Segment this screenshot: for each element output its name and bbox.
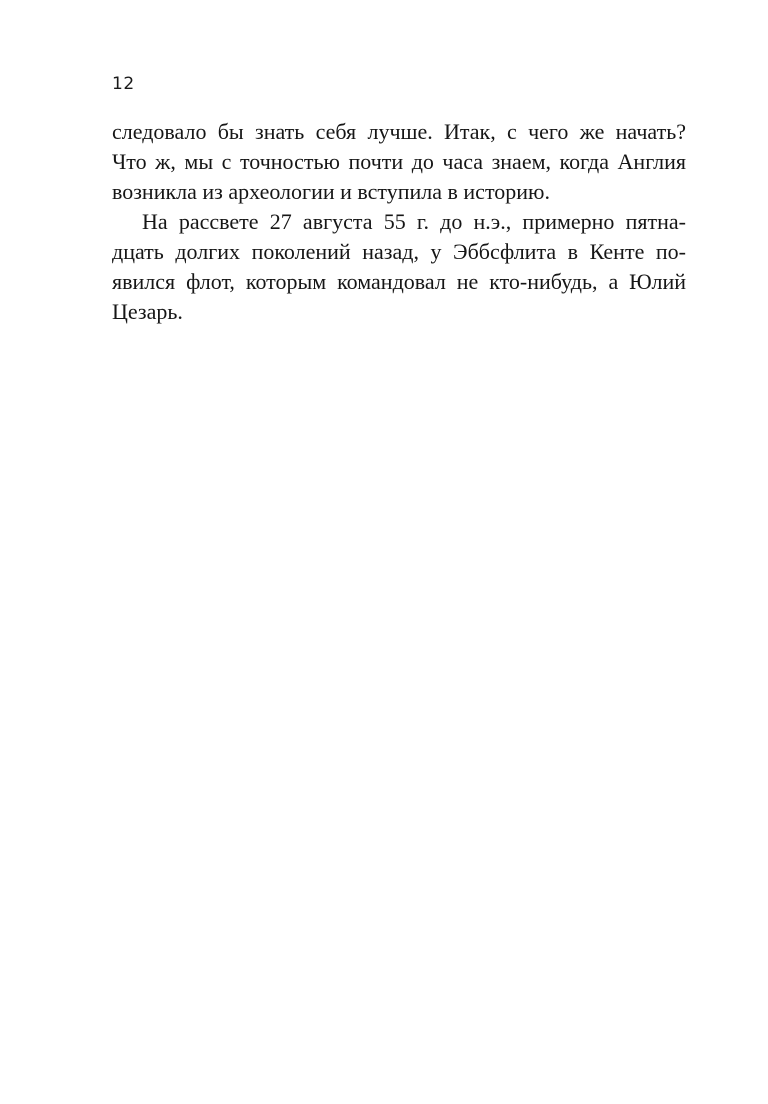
text-line: возникла из археологии и вступила в историю.: [112, 179, 550, 204]
text-line: Что ж, мы с точностью почти до часа знаем, когда Англия: [112, 149, 686, 174]
text-line: На рассвете 27 августа 55 г. до н.э., примерно пятна-: [142, 209, 686, 234]
text-line: Цезарь.: [112, 299, 183, 324]
text-line: следовало бы знать себя лучше. Итак, с чего же начать?: [112, 119, 686, 144]
text-line: явился флот, которым командовал не кто-нибудь, а Юлий: [112, 269, 686, 294]
paragraph-1: [112, 117, 686, 207]
body-text: [112, 117, 686, 327]
page-number: 12: [112, 74, 135, 94]
paragraph-2: [112, 207, 686, 327]
text-line: дцать долгих поколений назад, у Эббсфлита в Кенте по-: [112, 239, 686, 264]
